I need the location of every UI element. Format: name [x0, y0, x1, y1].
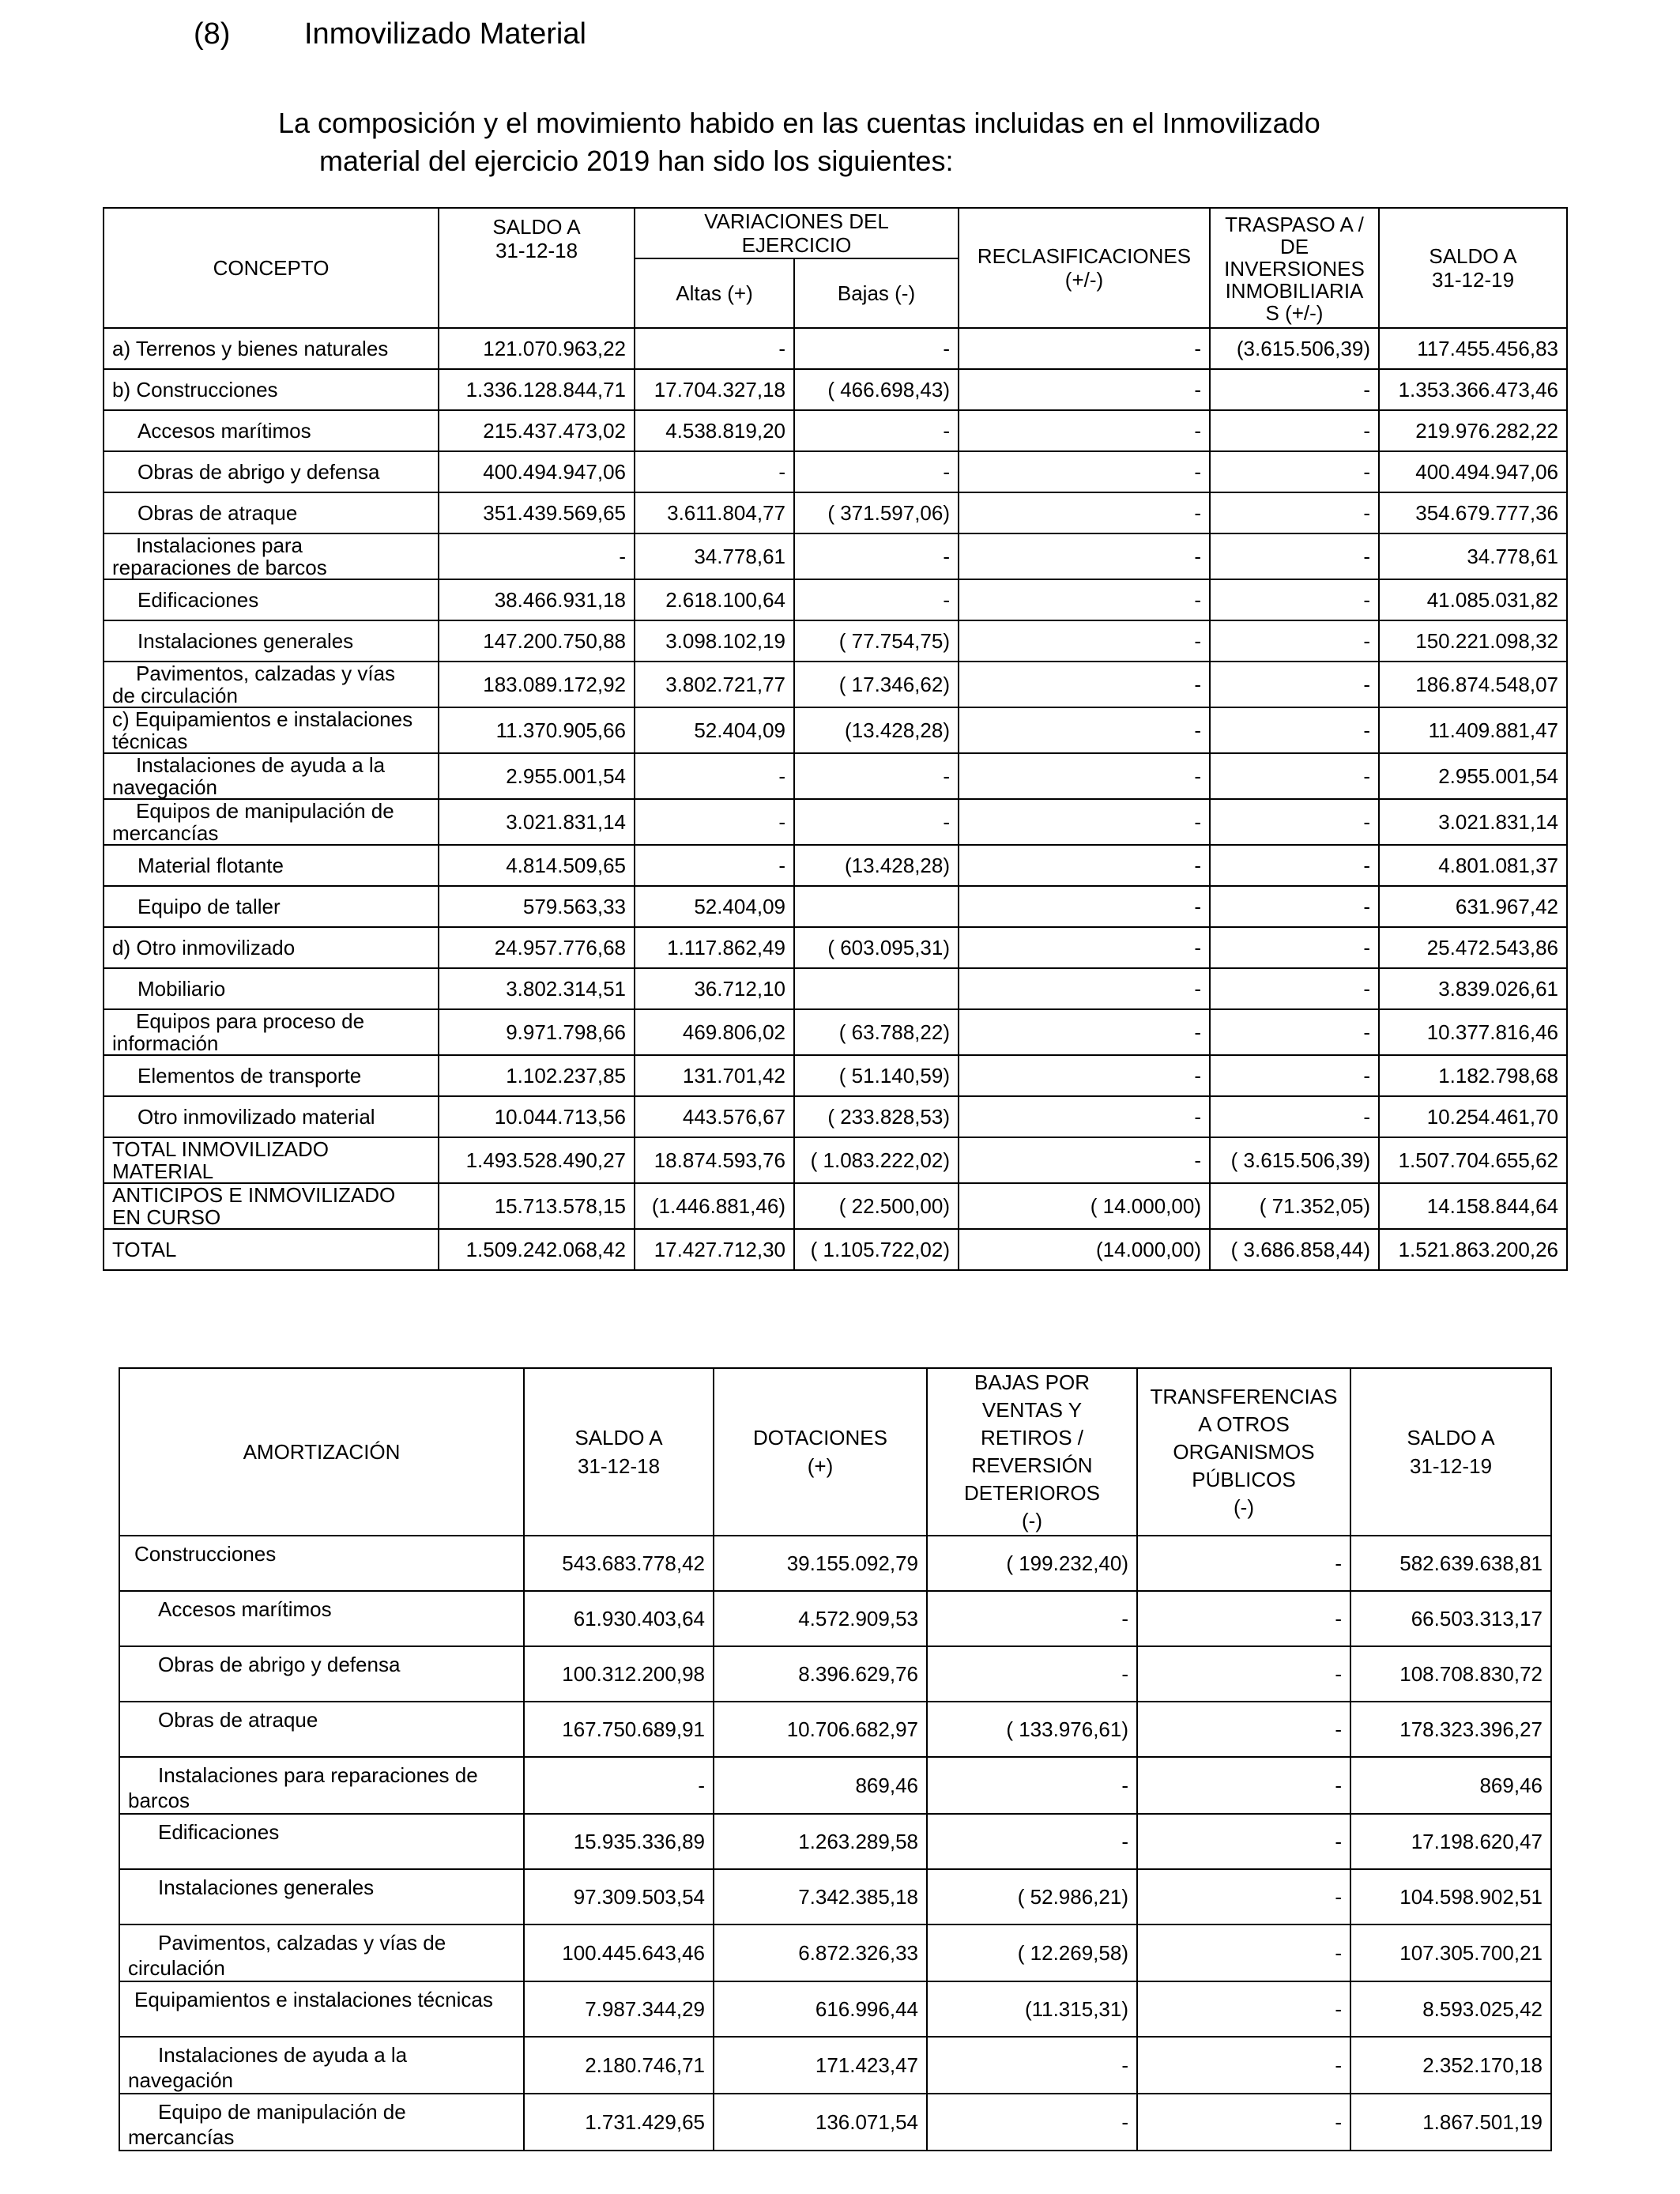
row-bajas: - [927, 2094, 1137, 2151]
row-concept: Mobiliario [104, 968, 439, 1009]
inmovilizado-table [103, 207, 1568, 1271]
table-row [104, 707, 1567, 753]
row-saldo-final: 34.778,61 [1379, 533, 1567, 579]
row-concept: Obras de atraque [104, 492, 439, 533]
row-concept: Material flotante [104, 845, 439, 886]
row-concept: TOTAL [104, 1229, 439, 1270]
row-dotaciones: 136.071,54 [714, 2094, 927, 2151]
row-bajas: ( 1.083.222,02) [794, 1137, 959, 1183]
table-row [104, 328, 1567, 369]
row-dotaciones: 8.396.629,76 [714, 1646, 927, 1702]
row-saldo-final: 117.455.456,83 [1379, 328, 1567, 369]
row-altas: 52.404,09 [635, 707, 794, 753]
row-dotaciones: 616.996,44 [714, 1981, 927, 2037]
table-row [119, 1536, 1551, 1591]
row-traspaso: ( 3.686.858,44) [1210, 1229, 1379, 1270]
table-row [119, 1869, 1551, 1924]
header-saldo-inicial: SALDO A 31-12-18 [439, 208, 635, 328]
table-row [104, 492, 1567, 533]
row-altas: 469.806,02 [635, 1009, 794, 1055]
row-saldo-final: 107.305.700,21 [1350, 1924, 1551, 1981]
row-transferencias: - [1137, 2094, 1350, 2151]
row-dotaciones: 10.706.682,97 [714, 1702, 927, 1757]
row-concept: d) Otro inmovilizado [104, 927, 439, 968]
row-saldo-final: 631.967,42 [1379, 886, 1567, 927]
row-traspaso: ( 3.615.506,39) [1210, 1137, 1379, 1183]
row-saldo-inicial: 11.370.905,66 [439, 707, 635, 753]
row-saldo-inicial: 543.683.778,42 [524, 1536, 714, 1591]
row-saldo-inicial: 2.180.746,71 [524, 2037, 714, 2094]
table-row [119, 1981, 1551, 2037]
intro-paragraph [278, 104, 1473, 180]
row-concept: Instalaciones para reparaciones de barcos [104, 533, 439, 579]
row-transferencias: - [1137, 1757, 1350, 1814]
intro-line-2: material del ejercicio 2019 han sido los siguientes: [319, 145, 954, 177]
row-concept: c) Equipamientos e instalaciones técnicas [104, 707, 439, 753]
table-row [104, 1096, 1567, 1137]
row-traspaso: - [1210, 662, 1379, 707]
row-traspaso: ( 71.352,05) [1210, 1183, 1379, 1229]
row-traspaso: - [1210, 927, 1379, 968]
row-concept: Accesos marítimos [104, 410, 439, 451]
row-dotaciones: 6.872.326,33 [714, 1924, 927, 1981]
row-reclasificaciones: - [959, 968, 1210, 1009]
row-saldo-inicial: - [524, 1757, 714, 1814]
row-saldo-inicial: 1.102.237,85 [439, 1055, 635, 1096]
row-bajas: (13.428,28) [794, 845, 959, 886]
row-saldo-final: 17.198.620,47 [1350, 1814, 1551, 1869]
row-saldo-inicial: 38.466.931,18 [439, 579, 635, 620]
table-row [119, 2037, 1551, 2094]
row-reclasificaciones: - [959, 927, 1210, 968]
row-traspaso: - [1210, 369, 1379, 410]
row-altas: - [635, 328, 794, 369]
row-altas: (1.446.881,46) [635, 1183, 794, 1229]
row-reclasificaciones: - [959, 1137, 1210, 1183]
table-row [104, 1183, 1567, 1229]
row-reclasificaciones: - [959, 410, 1210, 451]
row-traspaso: - [1210, 533, 1379, 579]
table-row [104, 1009, 1567, 1055]
table-row [104, 886, 1567, 927]
row-saldo-final: 8.593.025,42 [1350, 1981, 1551, 2037]
row-altas: 1.117.862,49 [635, 927, 794, 968]
row-concept: Equipo de taller [104, 886, 439, 927]
row-transferencias: - [1137, 1536, 1350, 1591]
row-concept: Obras de abrigo y defensa [119, 1646, 524, 1702]
table-row [119, 1646, 1551, 1702]
row-saldo-inicial: 121.070.963,22 [439, 328, 635, 369]
row-saldo-inicial: 1.493.528.490,27 [439, 1137, 635, 1183]
row-altas: 52.404,09 [635, 886, 794, 927]
row-altas: 3.098.102,19 [635, 620, 794, 662]
header-concepto: CONCEPTO [104, 208, 439, 328]
row-traspaso: - [1210, 968, 1379, 1009]
table-row [119, 1924, 1551, 1981]
row-saldo-inicial: 351.439.569,65 [439, 492, 635, 533]
row-altas: 17.427.712,30 [635, 1229, 794, 1270]
row-bajas: ( 1.105.722,02) [794, 1229, 959, 1270]
table-row [104, 927, 1567, 968]
row-saldo-final: 11.409.881,47 [1379, 707, 1567, 753]
row-bajas: (11.315,31) [927, 1981, 1137, 2037]
row-saldo-final: 1.867.501,19 [1350, 2094, 1551, 2151]
row-saldo-inicial: 61.930.403,64 [524, 1591, 714, 1646]
row-bajas: - [794, 579, 959, 620]
row-saldo-final: 178.323.396,27 [1350, 1702, 1551, 1757]
intro-line-1: La composición y el movimiento habido en las cuentas incluidas en el Inmovilizado [278, 107, 1320, 139]
row-bajas: ( 603.095,31) [794, 927, 959, 968]
row-saldo-final: 219.976.282,22 [1379, 410, 1567, 451]
row-saldo-inicial: 15.935.336,89 [524, 1814, 714, 1869]
row-altas: - [635, 451, 794, 492]
row-bajas [794, 968, 959, 1009]
table-row [119, 2094, 1551, 2151]
row-bajas: - [927, 1591, 1137, 1646]
row-concept: Accesos marítimos [119, 1591, 524, 1646]
row-saldo-final: 66.503.313,17 [1350, 1591, 1551, 1646]
header-altas: Altas (+) [635, 258, 794, 328]
row-altas: 131.701,42 [635, 1055, 794, 1096]
row-concept: Pavimentos, calzadas y vías de circulación [104, 662, 439, 707]
header-variaciones: VARIACIONES DEL EJERCICIO [635, 208, 959, 258]
row-bajas: ( 466.698,43) [794, 369, 959, 410]
row-saldo-inicial: 7.987.344,29 [524, 1981, 714, 2037]
row-reclasificaciones: - [959, 533, 1210, 579]
row-saldo-final: 150.221.098,32 [1379, 620, 1567, 662]
row-concept: Pavimentos, calzadas y vías de circulación [119, 1924, 524, 1981]
row-bajas: - [794, 451, 959, 492]
row-saldo-final: 1.521.863.200,26 [1379, 1229, 1567, 1270]
row-reclasificaciones: ( 14.000,00) [959, 1183, 1210, 1229]
row-saldo-inicial: 3.802.314,51 [439, 968, 635, 1009]
row-dotaciones: 4.572.909,53 [714, 1591, 927, 1646]
row-saldo-final: 25.472.543,86 [1379, 927, 1567, 968]
row-saldo-final: 2.955.001,54 [1379, 753, 1567, 799]
row-dotaciones: 39.155.092,79 [714, 1536, 927, 1591]
row-saldo-inicial: 24.957.776,68 [439, 927, 635, 968]
row-altas: - [635, 799, 794, 845]
row-reclasificaciones: - [959, 579, 1210, 620]
row-saldo-final: 869,46 [1350, 1757, 1551, 1814]
row-saldo-final: 354.679.777,36 [1379, 492, 1567, 533]
row-saldo-final: 186.874.548,07 [1379, 662, 1567, 707]
row-concept: Instalaciones de ayuda a la navegación [104, 753, 439, 799]
row-saldo-inicial: 147.200.750,88 [439, 620, 635, 662]
table-row [104, 369, 1567, 410]
row-altas: - [635, 845, 794, 886]
row-bajas: - [794, 410, 959, 451]
row-bajas: ( 63.788,22) [794, 1009, 959, 1055]
row-transferencias: - [1137, 1924, 1350, 1981]
row-bajas: - [927, 1646, 1137, 1702]
row-concept: a) Terrenos y bienes naturales [104, 328, 439, 369]
row-saldo-inicial: 10.044.713,56 [439, 1096, 635, 1137]
row-reclasificaciones: - [959, 369, 1210, 410]
row-traspaso: - [1210, 492, 1379, 533]
row-bajas: - [927, 1757, 1137, 1814]
row-saldo-final: 1.353.366.473,46 [1379, 369, 1567, 410]
row-saldo-inicial: 3.021.831,14 [439, 799, 635, 845]
row-saldo-final: 3.839.026,61 [1379, 968, 1567, 1009]
table-row [104, 799, 1567, 845]
row-concept: Edificaciones [104, 579, 439, 620]
table-row [104, 1055, 1567, 1096]
row-dotaciones: 171.423,47 [714, 2037, 927, 2094]
row-transferencias: - [1137, 1814, 1350, 1869]
row-traspaso: - [1210, 799, 1379, 845]
header-bajas: Bajas (-) [794, 258, 959, 328]
row-transferencias: - [1137, 1981, 1350, 2037]
row-bajas: ( 199.232,40) [927, 1536, 1137, 1591]
table-row [104, 410, 1567, 451]
row-bajas: - [794, 533, 959, 579]
row-altas: 36.712,10 [635, 968, 794, 1009]
row-bajas: (13.428,28) [794, 707, 959, 753]
row-altas: 443.576,67 [635, 1096, 794, 1137]
row-traspaso: - [1210, 1009, 1379, 1055]
row-bajas: - [794, 328, 959, 369]
row-traspaso: - [1210, 707, 1379, 753]
row-saldo-inicial: 215.437.473,02 [439, 410, 635, 451]
row-concept: Equipo de manipulación de mercancías [119, 2094, 524, 2151]
row-altas: 34.778,61 [635, 533, 794, 579]
row-altas: 17.704.327,18 [635, 369, 794, 410]
row-saldo-final: 10.377.816,46 [1379, 1009, 1567, 1055]
table-row [104, 753, 1567, 799]
row-reclasificaciones: - [959, 662, 1210, 707]
row-saldo-final: 108.708.830,72 [1350, 1646, 1551, 1702]
row-saldo-final: 4.801.081,37 [1379, 845, 1567, 886]
row-altas: 18.874.593,76 [635, 1137, 794, 1183]
row-concept: TOTAL INMOVILIZADO MATERIAL [104, 1137, 439, 1183]
table-row [104, 1137, 1567, 1183]
amortizacion-table [119, 1367, 1552, 2151]
row-traspaso: - [1210, 1096, 1379, 1137]
row-saldo-final: 10.254.461,70 [1379, 1096, 1567, 1137]
row-bajas: ( 77.754,75) [794, 620, 959, 662]
row-reclasificaciones: - [959, 799, 1210, 845]
row-saldo-inicial: 4.814.509,65 [439, 845, 635, 886]
row-concept: ANTICIPOS E INMOVILIZADO EN CURSO [104, 1183, 439, 1229]
row-bajas: ( 51.140,59) [794, 1055, 959, 1096]
row-transferencias: - [1137, 1702, 1350, 1757]
row-saldo-final: 1.182.798,68 [1379, 1055, 1567, 1096]
table-row [104, 533, 1567, 579]
row-altas: - [635, 753, 794, 799]
section-heading [194, 17, 586, 51]
row-concept: Equipos para proceso de información [104, 1009, 439, 1055]
row-concept: Edificaciones [119, 1814, 524, 1869]
table-row [119, 1757, 1551, 1814]
row-saldo-inicial: - [439, 533, 635, 579]
row-bajas: ( 52.986,21) [927, 1869, 1137, 1924]
row-concept: Instalaciones generales [104, 620, 439, 662]
row-altas: 2.618.100,64 [635, 579, 794, 620]
row-traspaso: - [1210, 620, 1379, 662]
row-saldo-inicial: 183.089.172,92 [439, 662, 635, 707]
row-bajas: - [794, 753, 959, 799]
section-title: Inmovilizado Material [304, 17, 586, 51]
row-reclasificaciones: - [959, 845, 1210, 886]
header-amortizacion: AMORTIZACIÓN [119, 1368, 524, 1536]
row-transferencias: - [1137, 1869, 1350, 1924]
row-altas: 3.802.721,77 [635, 662, 794, 707]
row-altas: 3.611.804,77 [635, 492, 794, 533]
row-reclasificaciones: - [959, 492, 1210, 533]
row-dotaciones: 1.263.289,58 [714, 1814, 927, 1869]
row-reclasificaciones: - [959, 620, 1210, 662]
row-saldo-inicial: 2.955.001,54 [439, 753, 635, 799]
table-row [104, 968, 1567, 1009]
row-bajas [794, 886, 959, 927]
row-bajas: ( 17.346,62) [794, 662, 959, 707]
row-reclasificaciones: - [959, 451, 1210, 492]
row-concept: Equipamientos e instalaciones técnicas [119, 1981, 524, 2037]
row-bajas: ( 233.828,53) [794, 1096, 959, 1137]
row-saldo-inicial: 9.971.798,66 [439, 1009, 635, 1055]
row-concept: Otro inmovilizado material [104, 1096, 439, 1137]
row-reclasificaciones: - [959, 1009, 1210, 1055]
table-row [104, 1229, 1567, 1270]
row-concept: Elementos de transporte [104, 1055, 439, 1096]
row-saldo-inicial: 400.494.947,06 [439, 451, 635, 492]
table-row [104, 662, 1567, 707]
row-saldo-final: 14.158.844,64 [1379, 1183, 1567, 1229]
row-saldo-inicial: 1.336.128.844,71 [439, 369, 635, 410]
row-reclasificaciones: - [959, 1055, 1210, 1096]
row-traspaso: (3.615.506,39) [1210, 328, 1379, 369]
row-saldo-final: 104.598.902,51 [1350, 1869, 1551, 1924]
row-bajas: - [927, 1814, 1137, 1869]
row-concept: Obras de abrigo y defensa [104, 451, 439, 492]
row-saldo-final: 400.494.947,06 [1379, 451, 1567, 492]
row-reclasificaciones: - [959, 328, 1210, 369]
row-saldo-inicial: 100.445.643,46 [524, 1924, 714, 1981]
row-bajas: - [794, 799, 959, 845]
row-concept: Instalaciones generales [119, 1869, 524, 1924]
row-dotaciones: 869,46 [714, 1757, 927, 1814]
header-reclasificaciones: RECLASIFICACIONES (+/-) [959, 208, 1210, 328]
row-bajas: ( 12.269,58) [927, 1924, 1137, 1981]
table-row [104, 620, 1567, 662]
table-row [119, 1591, 1551, 1646]
table-row [104, 845, 1567, 886]
row-concept: Construcciones [119, 1536, 524, 1591]
row-reclasificaciones: - [959, 1096, 1210, 1137]
row-traspaso: - [1210, 1055, 1379, 1096]
header-saldo-final: SALDO A 31-12-19 [1379, 208, 1567, 328]
row-saldo-inicial: 100.312.200,98 [524, 1646, 714, 1702]
row-reclasificaciones: - [959, 707, 1210, 753]
row-saldo-final: 3.021.831,14 [1379, 799, 1567, 845]
row-dotaciones: 7.342.385,18 [714, 1869, 927, 1924]
row-bajas: ( 133.976,61) [927, 1702, 1137, 1757]
row-concept: Equipos de manipulación de mercancías [104, 799, 439, 845]
table-row [119, 1814, 1551, 1869]
row-saldo-inicial: 579.563,33 [439, 886, 635, 927]
header-bajas-ventas: BAJAS POR VENTAS Y RETIROS / REVERSIÓN DETERIOROS (-) [927, 1368, 1137, 1536]
row-saldo-inicial: 167.750.689,91 [524, 1702, 714, 1757]
row-traspaso: - [1210, 886, 1379, 927]
row-reclasificaciones: (14.000,00) [959, 1229, 1210, 1270]
row-saldo-inicial: 97.309.503,54 [524, 1869, 714, 1924]
row-traspaso: - [1210, 410, 1379, 451]
header-transferencias: TRANSFERENCIAS A OTROS ORGANISMOS PÚBLICOS (-) [1137, 1368, 1350, 1536]
row-reclasificaciones: - [959, 886, 1210, 927]
row-concept: Instalaciones para reparaciones de barcos [119, 1757, 524, 1814]
row-traspaso: - [1210, 579, 1379, 620]
row-saldo-inicial: 1.509.242.068,42 [439, 1229, 635, 1270]
row-saldo-final: 1.507.704.655,62 [1379, 1137, 1567, 1183]
row-transferencias: - [1137, 1646, 1350, 1702]
row-reclasificaciones: - [959, 753, 1210, 799]
row-concept: b) Construcciones [104, 369, 439, 410]
row-bajas: - [927, 2037, 1137, 2094]
row-saldo-final: 2.352.170,18 [1350, 2037, 1551, 2094]
row-saldo-inicial: 1.731.429,65 [524, 2094, 714, 2151]
row-saldo-final: 582.639.638,81 [1350, 1536, 1551, 1591]
row-bajas: ( 22.500,00) [794, 1183, 959, 1229]
table-row [104, 579, 1567, 620]
row-transferencias: - [1137, 2037, 1350, 2094]
row-concept: Obras de atraque [119, 1702, 524, 1757]
row-traspaso: - [1210, 753, 1379, 799]
row-traspaso: - [1210, 451, 1379, 492]
row-bajas: ( 371.597,06) [794, 492, 959, 533]
row-traspaso: - [1210, 845, 1379, 886]
row-saldo-inicial: 15.713.578,15 [439, 1183, 635, 1229]
table-row [104, 451, 1567, 492]
header-saldo-final-2: SALDO A 31-12-19 [1350, 1368, 1551, 1536]
row-concept: Instalaciones de ayuda a la navegación [119, 2037, 524, 2094]
header-saldo-inicial-2: SALDO A 31-12-18 [524, 1368, 714, 1536]
section-number: (8) [194, 17, 231, 51]
row-transferencias: - [1137, 1591, 1350, 1646]
row-saldo-final: 41.085.031,82 [1379, 579, 1567, 620]
header-traspaso: TRASPASO A / DE INVERSIONES INMOBILIARIA S (+/-) [1210, 208, 1379, 328]
header-dotaciones: DOTACIONES (+) [714, 1368, 927, 1536]
table-row [119, 1702, 1551, 1757]
row-altas: 4.538.819,20 [635, 410, 794, 451]
